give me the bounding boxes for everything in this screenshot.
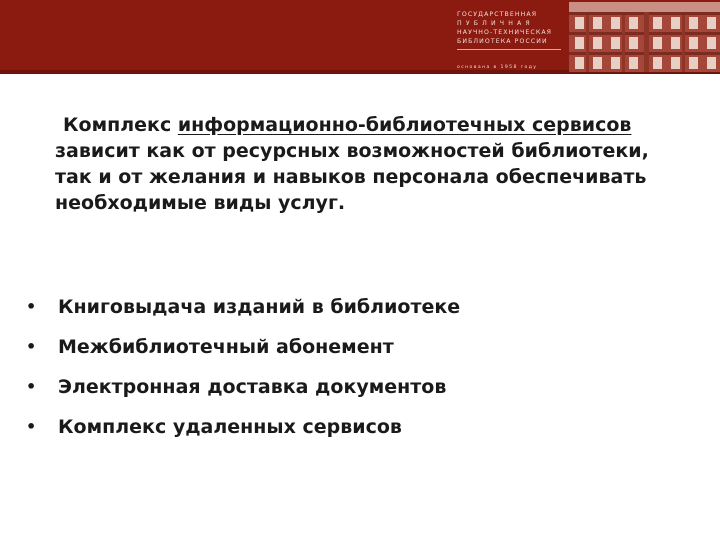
services-list [26, 292, 460, 452]
logo-line: НАУЧНО-ТЕХНИЧЕСКАЯ [457, 29, 553, 36]
bullet-icon: • [26, 297, 37, 316]
paragraph-first-line [55, 112, 715, 138]
list-item-text: Книговыдача изданий в библиотеке [58, 296, 461, 318]
paragraph-line: необходимые виды услуг. [55, 192, 346, 214]
logo-line: ГОСУДАРСТВЕННАЯ [457, 11, 538, 18]
paragraph-line: зависит как от ресурсных возможностей библиотеки, [55, 140, 649, 162]
list-item [26, 412, 460, 452]
list-item-text: Комплекс удаленных сервисов [58, 416, 402, 438]
list-item-text: Межбиблиотечный абонемент [58, 336, 394, 358]
list-item-text: Электронная доставка документов [58, 376, 447, 398]
library-logo [457, 10, 562, 72]
list-item [26, 292, 460, 332]
list-item [26, 372, 460, 412]
logo-since: основана в 1958 году [457, 65, 538, 70]
building-photo [569, 2, 720, 72]
logo-divider [457, 49, 561, 50]
bullet-icon: • [26, 337, 37, 356]
list-item [26, 332, 460, 372]
bullet-icon: • [26, 377, 37, 396]
logo-line: П У Б Л И Ч Н А Я [457, 20, 531, 27]
paragraph-prefix: Комплекс [63, 114, 178, 136]
bullet-icon: • [26, 417, 37, 436]
intro-paragraph [55, 112, 715, 216]
paragraph-line: так и от желания и навыков персонала обеспечивать [55, 166, 647, 188]
logo-line: БИБЛИОТЕКА РОССИИ [457, 38, 548, 45]
header-band [0, 0, 720, 74]
underlined-term: информационно-библиотечных сервисов [177, 114, 632, 136]
